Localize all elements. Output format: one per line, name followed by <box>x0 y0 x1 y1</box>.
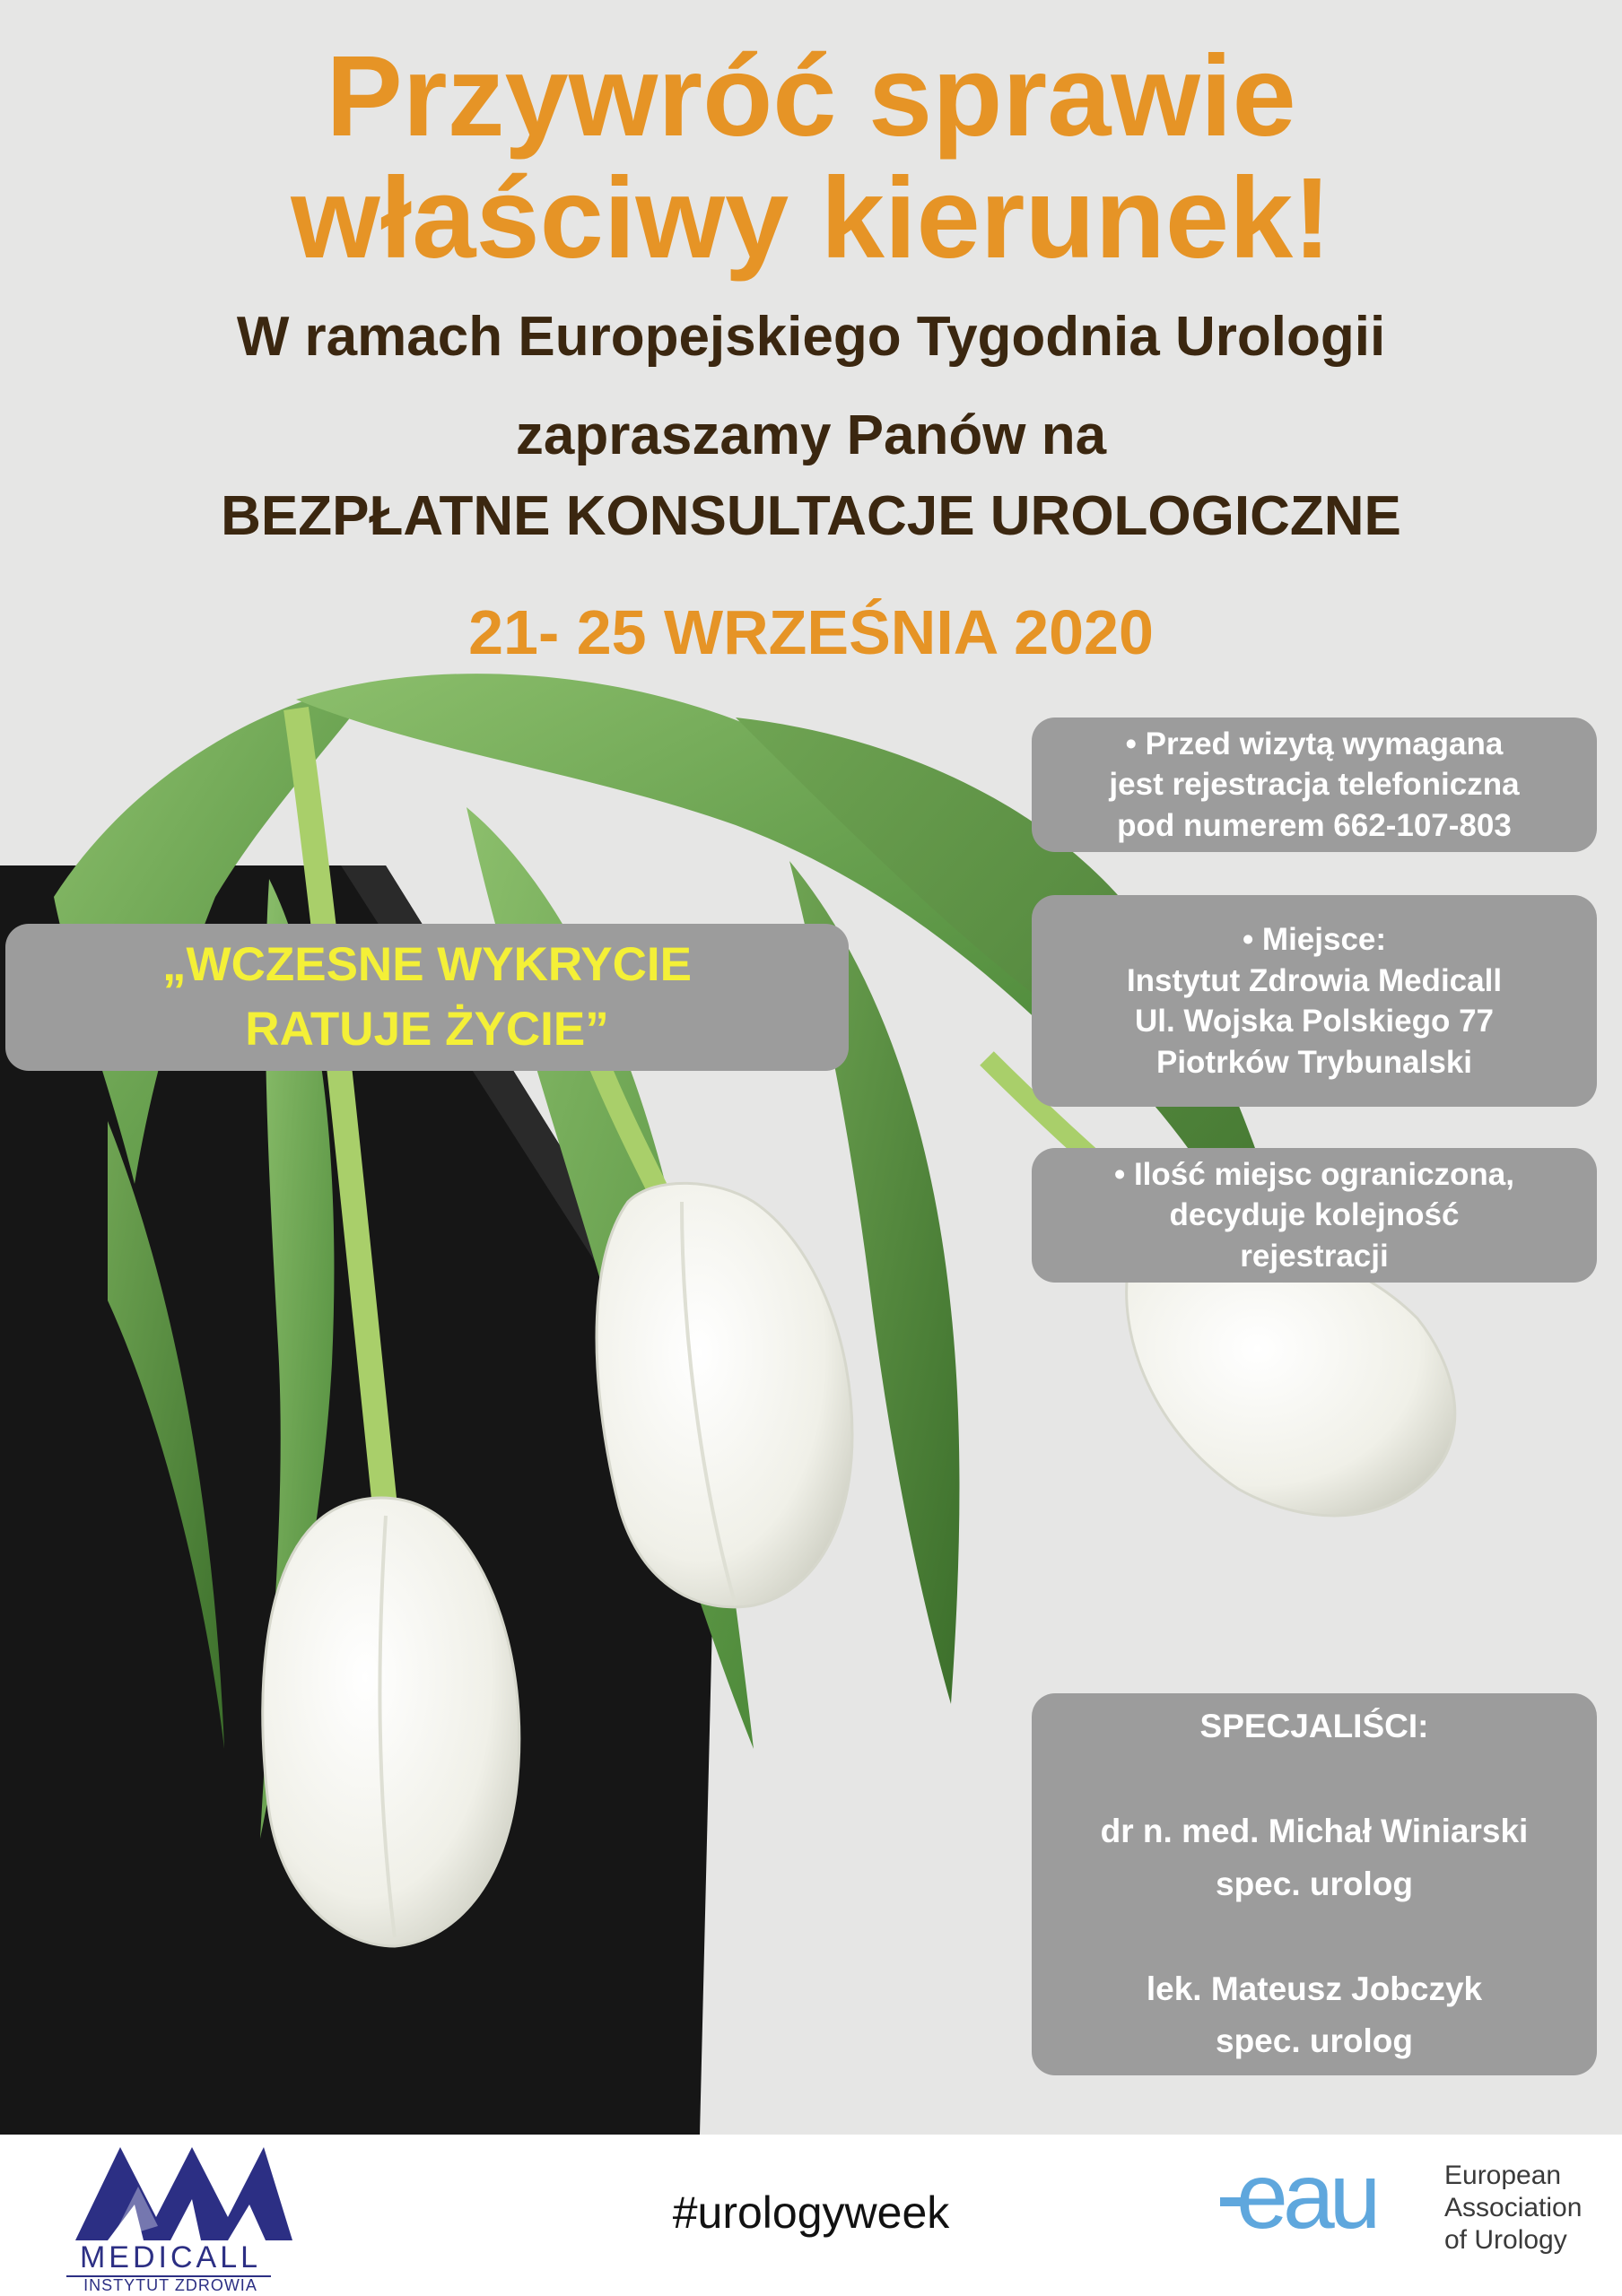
limited-line: decyduje kolejność <box>1169 1197 1460 1233</box>
specialists-box <box>1032 1693 1597 2075</box>
medicall-name: MEDICALL <box>79 2240 262 2274</box>
location-line: Ul. Wojska Polskiego 77 <box>1134 1004 1495 1039</box>
doctor-role: spec. urolog <box>1216 1865 1413 1902</box>
limited-line: rejestracji <box>1240 1238 1389 1274</box>
tulip-flower <box>597 1183 852 1607</box>
event-dates: 21- 25 WRZEŚNIA 2020 <box>468 597 1154 667</box>
headline-line-2: właściwy kierunek! <box>291 153 1331 283</box>
location-info-box <box>1032 895 1597 1107</box>
limited-places-box <box>1032 1148 1597 1283</box>
eau-name <box>1444 2160 1582 2257</box>
slogan-box <box>5 924 849 1071</box>
eau-name-line: of Urology <box>1444 2225 1567 2255</box>
intro-line-1: W ramach Europejskiego Tygodnia Urologii <box>236 306 1386 368</box>
registration-line: • Przed wizytą wymagana <box>1125 726 1504 761</box>
headline-line-1: Przywróć sprawie <box>326 32 1296 161</box>
registration-phone: pod numerem 662-107-803 <box>1117 807 1512 843</box>
slogan-line-2: RATUJE ŻYCIE” <box>245 1003 609 1056</box>
registration-line: jest rejestracja telefoniczna <box>1109 767 1520 803</box>
hashtag: #urologyweek <box>672 2187 950 2238</box>
headline <box>0 32 1622 283</box>
doctor-name: dr n. med. Michał Winiarski <box>1100 1813 1529 1850</box>
slogan-line-1: „WCZESNE WYKRYCIE <box>162 938 692 992</box>
medicall-subtitle: INSTYTUT ZDROWIA <box>83 2276 257 2294</box>
eau-name-line: Association <box>1444 2193 1583 2222</box>
registration-info-box <box>1032 718 1597 852</box>
doctor-role: spec. urolog <box>1216 2022 1413 2060</box>
eau-logo-icon <box>1216 2145 1432 2253</box>
intro-line-2: zapraszamy Panów na <box>515 404 1107 466</box>
doctor-name: lek. Mateusz Jobczyk <box>1146 1970 1483 2007</box>
eau-mark: eau <box>1236 2145 1376 2248</box>
location-line: Piotrków Trybunalski <box>1155 1044 1473 1080</box>
location-line: Instytut Zdrowia Medicall <box>1126 962 1503 998</box>
eau-name-line: European <box>1444 2161 1562 2190</box>
limited-line: • Ilość miejsc ograniczona, <box>1113 1156 1514 1192</box>
specialists-heading: SPECJALIŚCI: <box>1199 1708 1429 1745</box>
intro-line-3: BEZPŁATNE KONSULTACJE UROLOGICZNE <box>221 485 1401 547</box>
location-line: • Miejsce: <box>1242 922 1387 957</box>
